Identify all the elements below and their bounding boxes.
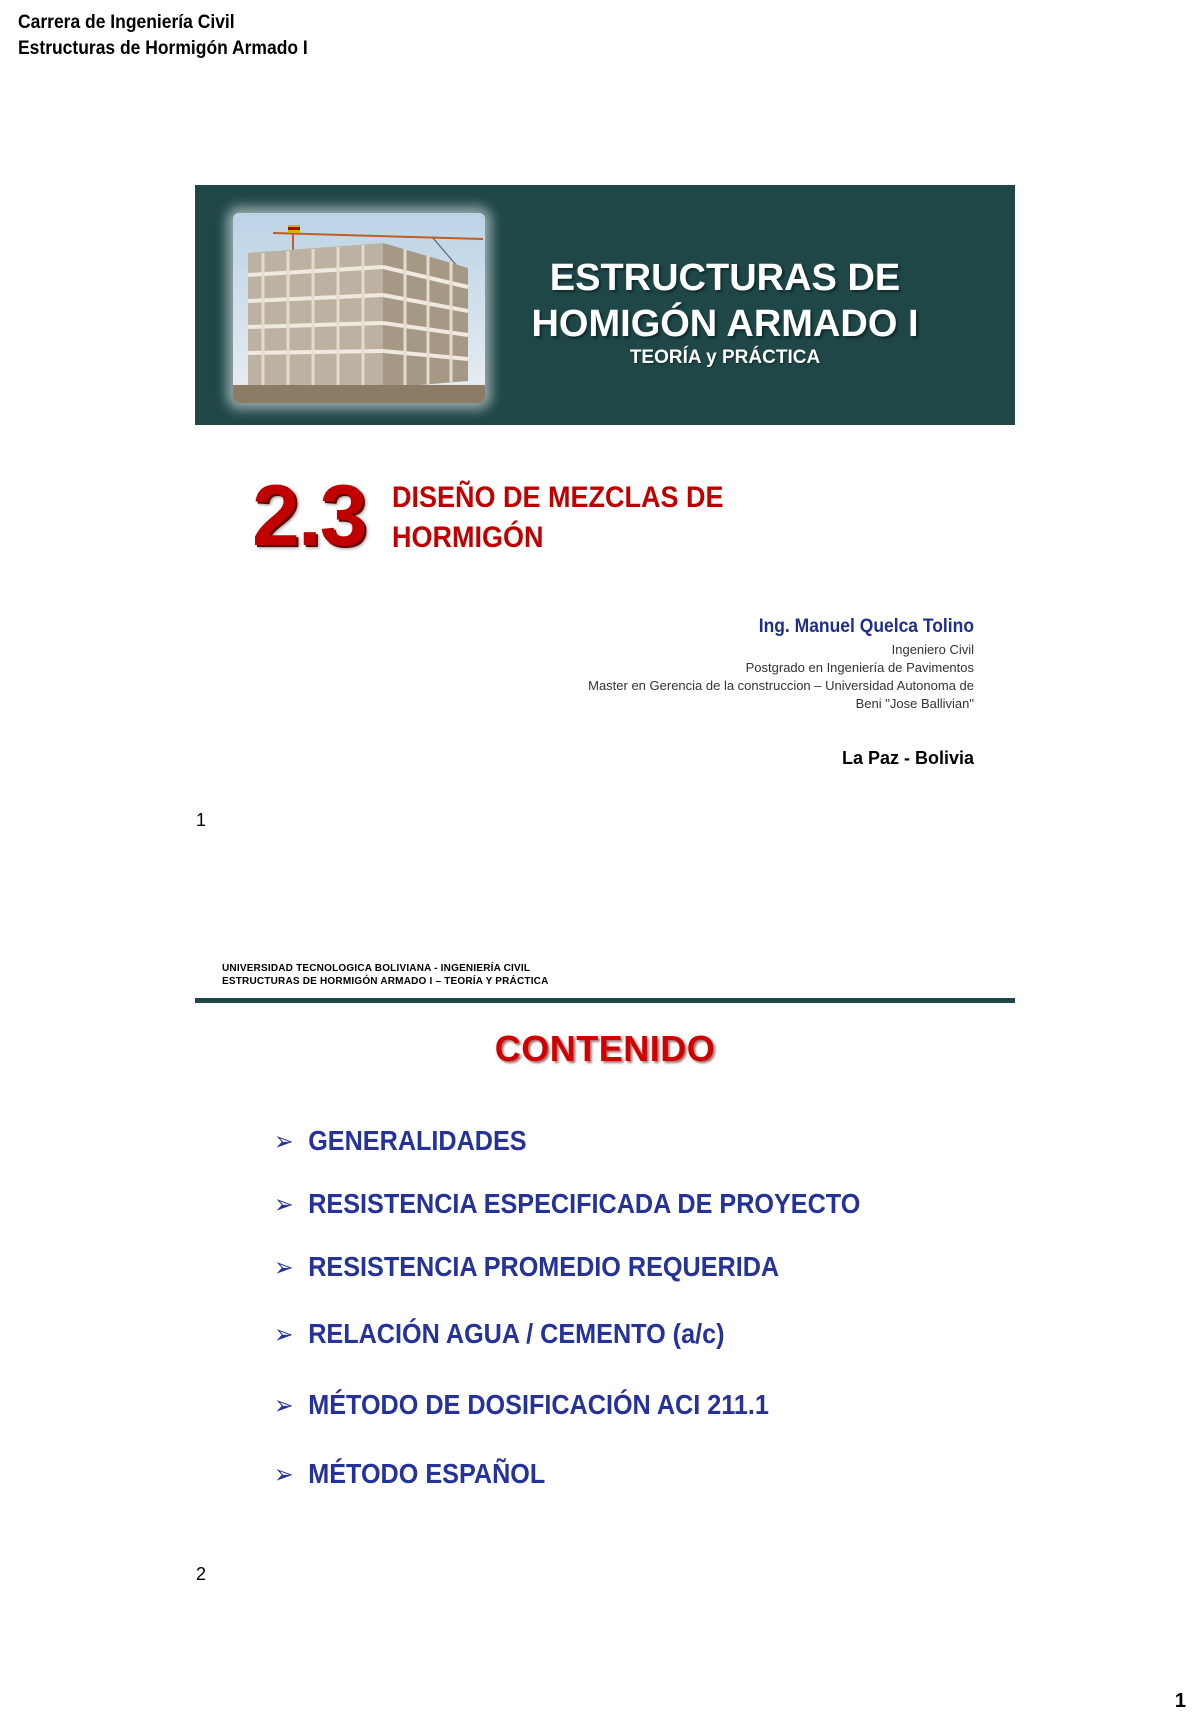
header-line-1: Carrera de Ingeniería Civil <box>18 12 235 33</box>
arrow-bullet-icon: ➢ <box>274 1127 294 1157</box>
banner-title-line-2: HOMIGÓN ARMADO I <box>531 303 919 345</box>
toc-item <box>274 1188 860 1220</box>
university-line-1: UNIVERSIDAD TECNOLOGICA BOLIVIANA - INGENIERÍA CIVIL <box>222 963 531 974</box>
toc-item-label: RESISTENCIA PROMEDIO REQUERIDA <box>308 1251 780 1282</box>
slide-2-number: 2 <box>196 1564 207 1584</box>
slide-1-number: 1 <box>196 810 207 830</box>
arrow-bullet-icon: ➢ <box>274 1320 294 1350</box>
arrow-bullet-icon: ➢ <box>274 1460 294 1490</box>
toc-item-label: RELACIÓN AGUA / CEMENTO (a/c) <box>308 1318 725 1349</box>
banner-subtitle: TEORÍA y PRÁCTICA <box>629 347 821 368</box>
toc-item <box>274 1458 545 1490</box>
toc-item-label: GENERALIDADES <box>308 1125 527 1156</box>
section-title-line-2: HORMIGÓN <box>392 521 544 554</box>
credential-line: Beni "Jose Ballivian" <box>855 696 974 711</box>
toc-item <box>274 1389 769 1421</box>
building-photo <box>233 213 485 403</box>
page-header <box>18 10 308 62</box>
credential-line: Postgrado en Ingeniería de Pavimentos <box>745 660 974 675</box>
building-under-construction-image <box>233 213 485 403</box>
title-banner <box>195 185 1015 425</box>
section-title-line-1: DISEÑO DE MEZCLAS DE <box>392 481 724 514</box>
arrow-bullet-icon: ➢ <box>274 1190 294 1220</box>
toc-item <box>274 1125 527 1157</box>
toc-item <box>274 1251 779 1283</box>
location: La Paz - Bolivia <box>841 748 974 768</box>
toc-item-label: RESISTENCIA ESPECIFICADA DE PROYECTO <box>308 1188 861 1219</box>
credential-line: Ingeniero Civil <box>891 642 974 657</box>
toc-item-label: MÉTODO ESPAÑOL <box>308 1458 546 1489</box>
arrow-bullet-icon: ➢ <box>274 1253 294 1283</box>
author-credentials <box>454 641 974 713</box>
university-header <box>222 962 549 988</box>
toc-item-label: MÉTODO DE DOSIFICACIÓN ACI 211.1 <box>308 1389 769 1420</box>
author-name: Ing. Manuel Quelca Tolino <box>758 616 974 637</box>
university-line-2: ESTRUCTURAS DE HORMIGÓN ARMADO I – TEORÍA Y PRÁCTICA <box>222 976 549 987</box>
arrow-bullet-icon: ➢ <box>274 1391 294 1421</box>
contents-title: CONTENIDO <box>494 1028 716 1069</box>
toc-item <box>274 1318 724 1350</box>
page-number: 1 <box>1174 1690 1186 1712</box>
section-title <box>392 478 724 558</box>
header-line-2: Estructuras de Hormigón Armado I <box>18 38 308 59</box>
section-number: 2.3 <box>252 468 366 564</box>
banner-title-line-1: ESTRUCTURAS DE <box>549 257 901 299</box>
banner-title <box>495 255 955 347</box>
divider-rule <box>195 998 1015 1003</box>
credential-line: Master en Gerencia de la construccion – Universidad Autonoma de <box>588 678 974 693</box>
